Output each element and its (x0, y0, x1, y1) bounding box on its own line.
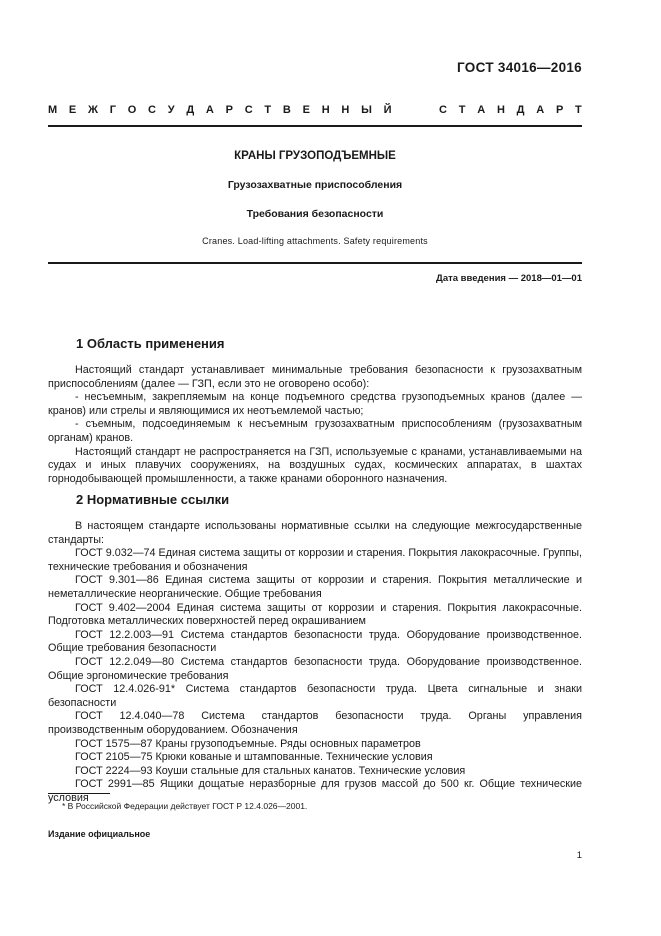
paragraph: В настоящем стандарте использованы нормативные ссылки на следующие межгосударственные стандарты: (48, 520, 582, 546)
banner-letter: А (205, 104, 214, 116)
footnote: * В Российской Федерации действует ГОСТ Р 12.4.026—2001. (62, 801, 308, 811)
reference-item: ГОСТ 9.402—2004 Единая система защиты от коррозии и старения. Покрытия лакокрасочные. Подготовка металлических поверхностей перед окрашиванием (48, 601, 582, 628)
page-number: 1 (576, 850, 582, 861)
banner-letter: Т (458, 104, 466, 116)
top-divider (48, 125, 582, 127)
paragraph: - несъемным, закрепляемым на конце подъемного средства грузоподъемных кранов (далее — кранов) или стрелы и являющимися их неотъемлемой частью; (48, 391, 582, 417)
document-subtitle: Грузозахватные приспособления (227, 179, 403, 191)
section-1-body (48, 364, 582, 486)
banner-letter: Н (496, 104, 505, 116)
banner-gap (403, 104, 427, 116)
banner-letter: У (167, 104, 175, 116)
banner-letter: М (48, 104, 58, 116)
paragraph: - съемным, подсоединяемым к несъемным грузозахватным приспособлениям (грузозахватным органам) кранов. (48, 418, 582, 444)
reference-item: ГОСТ 12.4.026-91* Система стандартов безопасности труда. Цвета сигнальные и знаки безопасности (48, 683, 582, 709)
standard-code: ГОСТ 34016—2016 (457, 60, 582, 75)
introduction-date: Дата введения — 2018—01—01 (436, 273, 582, 284)
reference-item: ГОСТ 9.301—86 Единая система защиты от коррозии и старения. Покрытия металлические и неметаллические неорганические. Общие требования (48, 574, 582, 600)
banner-letter: О (127, 104, 137, 116)
banner-letter: Р (555, 104, 564, 116)
banner-letter: А (477, 104, 486, 116)
banner-letter: Е (68, 104, 77, 116)
banner-letter: Т (264, 104, 272, 116)
reference-item: ГОСТ 12.2.049—80 Система стандартов безопасности труда. Оборудование производственное. Общие эргономические требования (48, 655, 582, 682)
paragraph: Настоящий стандарт устанавливает минимальные требования безопасности к грузозахватным приспособлениям (далее — ГЗП, если это не оговорено особо): (48, 364, 582, 390)
banner-letter: Ж (88, 104, 98, 116)
paragraph: Настоящий стандарт не распространяется на ГЗП, используемые с кранами, устанавливаемыми на судах и иных плавучих сооружениях, на воздушных судах, космических аппаратах, в шахтах горнодобывающей промышленности, а также кранами оборонного назначения. (48, 445, 582, 485)
banner-letter: Р (225, 104, 233, 116)
banner-letter: Т (575, 104, 582, 116)
middle-divider (48, 262, 582, 264)
banner-letter: В (282, 104, 291, 116)
banner-letter: Ы (361, 104, 372, 116)
banner-letter: А (536, 104, 545, 116)
banner-letter: С (148, 104, 156, 116)
reference-item: ГОСТ 2224—93 Коуши стальные для стальных канатов. Технические условия (75, 764, 466, 777)
reference-item: ГОСТ 2991—85 Ящики дощатые неразборные для грузов массой до 500 кг. Общие технические условия (48, 778, 582, 804)
reference-item: ГОСТ 2105—75 Крюки кованые и штампованные. Технические условия (75, 751, 433, 764)
banner-letter: Е (302, 104, 310, 116)
reference-item: ГОСТ 1575—87 Краны грузоподъемные. Ряды основных параметров (75, 737, 421, 750)
edition-label: Издание официальное (48, 829, 151, 839)
section-2-body (48, 520, 582, 805)
banner-letter: Г (109, 104, 116, 116)
interstate-standard-banner (48, 104, 582, 116)
banner-letter: Д (516, 104, 525, 116)
reference-item: ГОСТ 9.032—74 Единая система защиты от коррозии и старения. Покрытия лакокрасочные. Группы, технические требования и обозначения (48, 547, 582, 573)
banner-letter: Д (186, 104, 195, 116)
banner-letter: С (439, 104, 447, 116)
banner-letter: Й (383, 104, 392, 116)
footnote-divider (48, 793, 110, 794)
reference-item: ГОСТ 12.2.003—91 Система стандартов безопасности труда. Оборудование производственное. Общие требования безопасности (48, 628, 582, 655)
english-title: Cranes. Load-lifting attachments. Safety requirements (202, 236, 428, 246)
section-1-heading: 1 Область применения (76, 336, 225, 351)
banner-letter: Н (321, 104, 330, 116)
banner-letter: Н (341, 104, 350, 116)
reference-item: ГОСТ 12.4.040—78 Система стандартов безопасности труда. Органы управления производственным оборудованием. Обозначения (48, 710, 582, 736)
document-title: КРАНЫ ГРУЗОПОДЪЕМНЫЕ (234, 150, 396, 162)
section-2-heading: 2 Нормативные ссылки (76, 492, 230, 507)
banner-letter: С (244, 104, 253, 116)
document-subtitle-2: Требования безопасности (246, 208, 384, 220)
